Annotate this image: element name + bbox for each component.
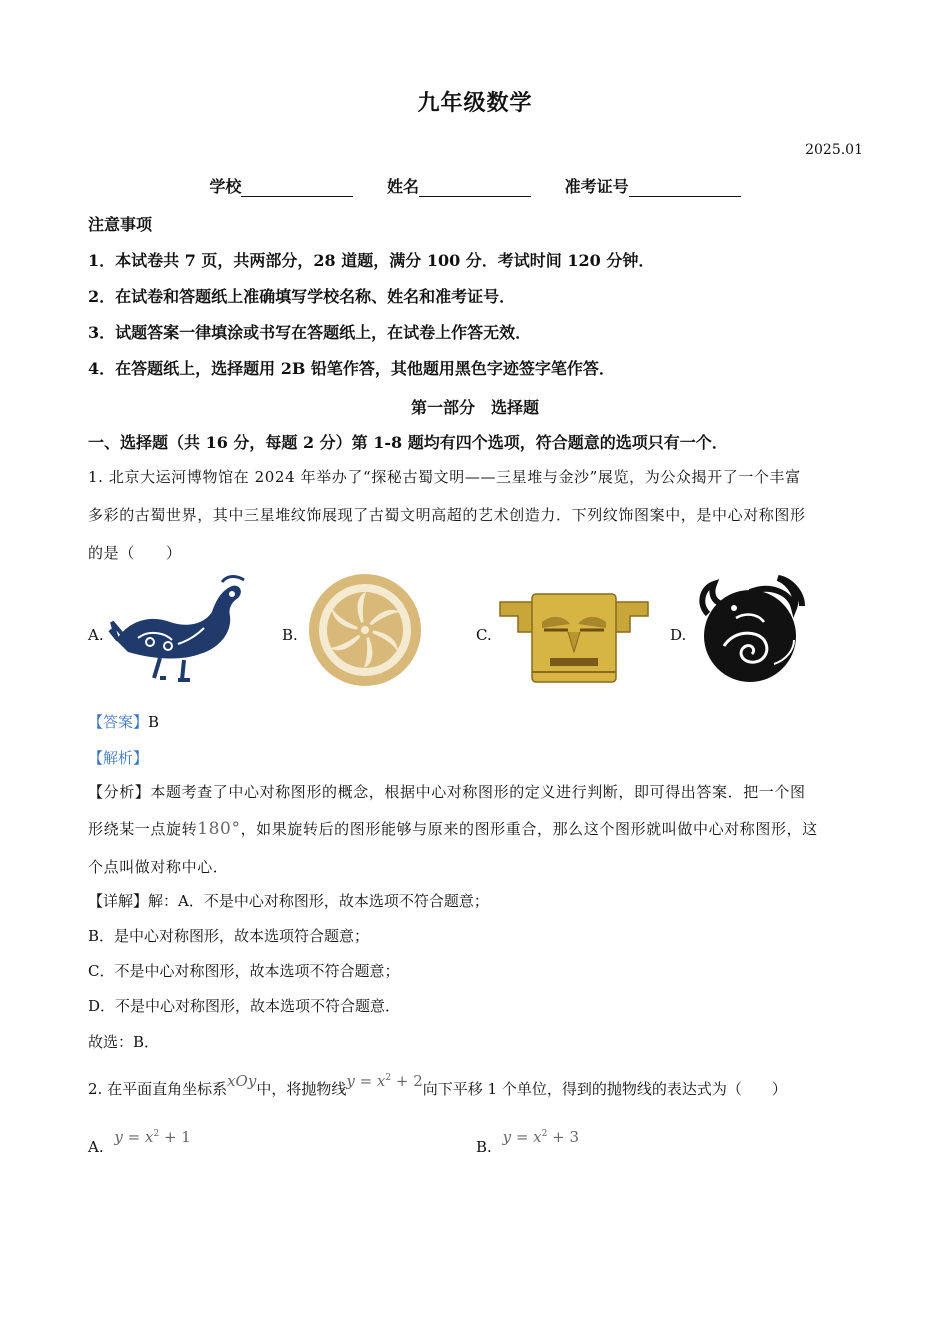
q1-line: 的是（ ）: [88, 544, 182, 562]
detail-text: 解：A．不是中心对称图形，故本选项不符合题意；: [148, 892, 489, 910]
option-d-label: D.: [670, 626, 687, 644]
expr-rhs: + 2: [391, 1072, 423, 1090]
school-blank[interactable]: [241, 180, 353, 197]
notice-heading: 注意事项: [88, 215, 153, 234]
name-field: [387, 177, 531, 196]
analysis-line: 个点叫做对称中心．: [88, 858, 229, 876]
answer-row: [88, 711, 159, 732]
detail-line: D．不是中心对称图形，故本选项不符合题意．: [88, 997, 401, 1015]
q2-text: 2. 在平面直角坐标系: [88, 1080, 228, 1098]
name-blank[interactable]: [419, 180, 531, 197]
detail-line: C．不是中心对称图形，故本选项不符合题意；: [88, 962, 400, 980]
option-a-label: A.: [88, 626, 104, 644]
notice-item: 3．试题答案一律填涂或书写在答题纸上，在试卷上作答无效．: [88, 323, 532, 342]
expr-rhs: + 1: [159, 1128, 191, 1146]
school-label: 学校: [209, 177, 242, 196]
analysis-line: [88, 781, 806, 802]
info-fields: [0, 174, 950, 197]
analysis-line: [88, 818, 818, 839]
analysis-label: 【分析】: [88, 783, 151, 801]
option-b-expression: [503, 1128, 579, 1146]
sun-disc-image: [306, 572, 424, 688]
bronze-mask-image: [498, 592, 650, 684]
expr-exp: 2: [541, 1129, 548, 1139]
expr-lhs: y = x: [114, 1128, 154, 1146]
q1-line: 多彩的古蜀世界，其中三星堆纹饰展现了古蜀文明高超的艺术创造力．下列纹饰图案中，是中心对称图形: [88, 506, 806, 524]
analysis-text: 形绕某一点旋转: [88, 820, 198, 838]
option-a-label: A.: [88, 1138, 104, 1156]
detail-line: 故选：B．: [88, 1033, 160, 1051]
dragon-pattern-image: [694, 574, 808, 686]
analysis-text: ，如果旋转后的图形能够与原来的图形重合，那么这个图形就叫做中心对称图形，这: [240, 820, 818, 838]
q2-stem: [88, 1072, 787, 1099]
option-b-label: B.: [282, 626, 298, 644]
exam-id-field: [565, 177, 741, 196]
exam-date: 2025.01: [805, 142, 863, 158]
bird-pattern-image: [108, 574, 246, 686]
notice-item: 4．在答题纸上，选择题用 2B 铅笔作答，其他题用黑色字迹签字笔作答．: [88, 359, 615, 378]
detail-line: [88, 890, 489, 911]
part-title: 第一部分 选择题: [410, 398, 539, 417]
name-label: 姓名: [386, 177, 419, 196]
page-title: 九年级数学: [417, 90, 533, 116]
q1-line: 1. 北京大运河博物馆在 2024 年举办了“探秘古蜀文明——三星堆与金沙”展览，为公众揭开了一个丰富: [88, 468, 801, 486]
expr-exp: 2: [153, 1129, 160, 1139]
analysis-tag: 【解析】: [88, 749, 149, 767]
notice-item: 2．在试卷和答题纸上准确填写学校名称、姓名和准考证号．: [88, 287, 516, 306]
exam-id-blank[interactable]: [629, 180, 741, 197]
detail-label: 【详解】: [88, 892, 149, 910]
q2-text: 向下平移 1 个单位，得到的抛物线的表达式为（ ）: [422, 1080, 787, 1098]
notice-item: 1．本试卷共 7 页，共两部分，28 道题，满分 100 分．考试时间 120 分钟．: [88, 251, 655, 270]
angle-expression: 180°: [197, 819, 241, 839]
parabola-expression: [346, 1072, 422, 1090]
exam-id-label: 准考证号: [564, 177, 629, 196]
expr-exp: 2: [385, 1073, 392, 1083]
answer-value: B: [148, 713, 160, 731]
q2-text: 中，将抛物线: [256, 1080, 347, 1098]
section-heading: 一、选择题（共 16 分，每题 2 分）第 1-8 题均有四个选项，符合题意的选项只有一个．: [88, 433, 728, 452]
option-a-expression: [114, 1128, 190, 1146]
q2-option-b: [476, 1128, 580, 1156]
coord-system: xOy: [227, 1072, 257, 1090]
expr-lhs: y = x: [346, 1072, 386, 1090]
expr-lhs: y = x: [502, 1128, 542, 1146]
school-field: [209, 177, 353, 196]
option-b-label: B.: [476, 1138, 492, 1156]
option-c-label: C.: [476, 626, 492, 644]
answer-tag: 【答案】: [88, 713, 149, 731]
detail-line: B．是中心对称图形，故本选项符合题意；: [88, 927, 370, 945]
expr-rhs: + 3: [547, 1128, 580, 1146]
q2-option-a: [88, 1128, 191, 1156]
analysis-text: 本题考查了中心对称图形的概念，根据中心对称图形的定义进行判断，即可得出答案．把一个图: [150, 783, 806, 801]
